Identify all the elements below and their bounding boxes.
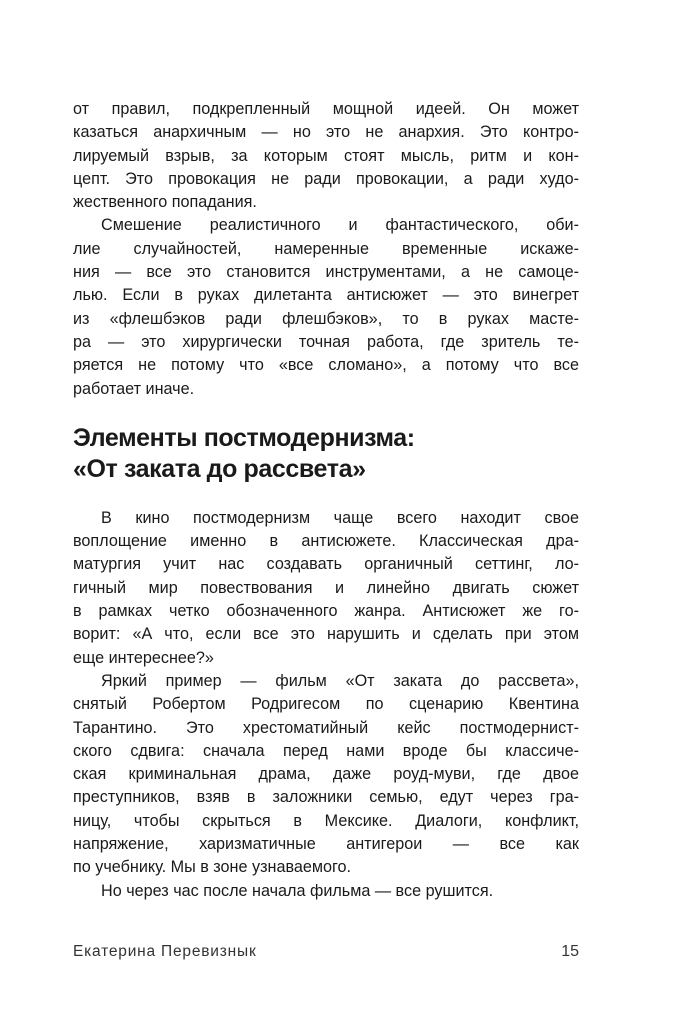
text-line: казаться анархичным — но это не анархия. Это контро- (73, 123, 579, 142)
text-line: от правил, подкрепленный мощной идеей. Он может (73, 100, 579, 118)
section-heading (73, 423, 579, 485)
text-line: Смешение реалистичного и фантастического, оби- (101, 216, 579, 235)
text-line: Тарантино. Это хрестоматийный кейс постмодернист- (73, 718, 579, 737)
text-line: воплощение именно в антисюжете. Классическая дра- (73, 532, 579, 551)
paragraph-3 (73, 507, 579, 670)
paragraph-4 (73, 670, 579, 880)
text-line: гичный мир повествования и линейно двигать сюжет (73, 578, 579, 597)
text-line: жественного попадания. (73, 193, 257, 212)
text-line: цепт. Это провокация не ради провокации, а ради худо- (73, 169, 579, 188)
text-line: ская криминальная драма, даже роуд-муви, где двое (73, 765, 579, 784)
text-line: В кино постмодернизм чаще всего находит свое (101, 508, 579, 527)
heading-line: «От заката до рассвета» (73, 454, 366, 483)
text-line: ра — это хирургически точная работа, где зритель те- (73, 332, 579, 351)
footer-author: Екатерина Перевизнык (73, 943, 257, 960)
text-line: преступников, взяв в заложники семью, едут через гра- (73, 788, 579, 807)
heading-line: Элементы постмодернизма: (73, 423, 415, 452)
paragraph-5 (73, 880, 579, 903)
text-line: ворит: «А что, если все это нарушить и сделать при этом (73, 625, 579, 644)
text-line: ния — все это становится инструментами, а не самоце- (73, 263, 579, 282)
text-line: по учебнику. Мы в зоне узнаваемого. (73, 858, 352, 877)
text-line: ского сдвига: сначала перед нами вроде бы классиче- (73, 741, 579, 760)
text-line: лируемый взрыв, за которым стоят мысль, ритм и кон- (73, 146, 579, 165)
text-line: снятый Робертом Родригесом по сценарию Квентина (73, 695, 579, 714)
text-line: ряется не потому что «все сломано», а потому что все (73, 356, 579, 375)
text-line: ницу, чтобы скрыться в Мексике. Диалоги, конфликт, (73, 811, 579, 830)
text-line: из «флешбэков ради флешбэков», то в руках масте- (73, 309, 579, 328)
text-line: Яркий пример — фильм «От заката до рассвета», (101, 671, 579, 690)
text-line: лью. Если в руках дилетанта антисюжет — это винегрет (73, 286, 579, 305)
text-line: еще интереснее?» (73, 648, 214, 667)
paragraph-1 (73, 98, 579, 214)
text-line: напряжение, харизматичные антигерои — все как (73, 835, 579, 854)
page-number: 15 (561, 943, 579, 960)
text-line: в рамках четко обозначенного жанра. Антисюжет же го- (73, 602, 579, 621)
text-line: матургия учит нас создавать органичный сеттинг, ло- (73, 555, 579, 574)
page-body (73, 98, 579, 903)
text-line: работает иначе. (73, 379, 195, 398)
paragraph-2 (73, 214, 579, 400)
text-line: лие случайностей, намеренные временные искаже- (73, 239, 579, 258)
text-line: Но через час после начала фильма — все рушится. (101, 881, 494, 900)
